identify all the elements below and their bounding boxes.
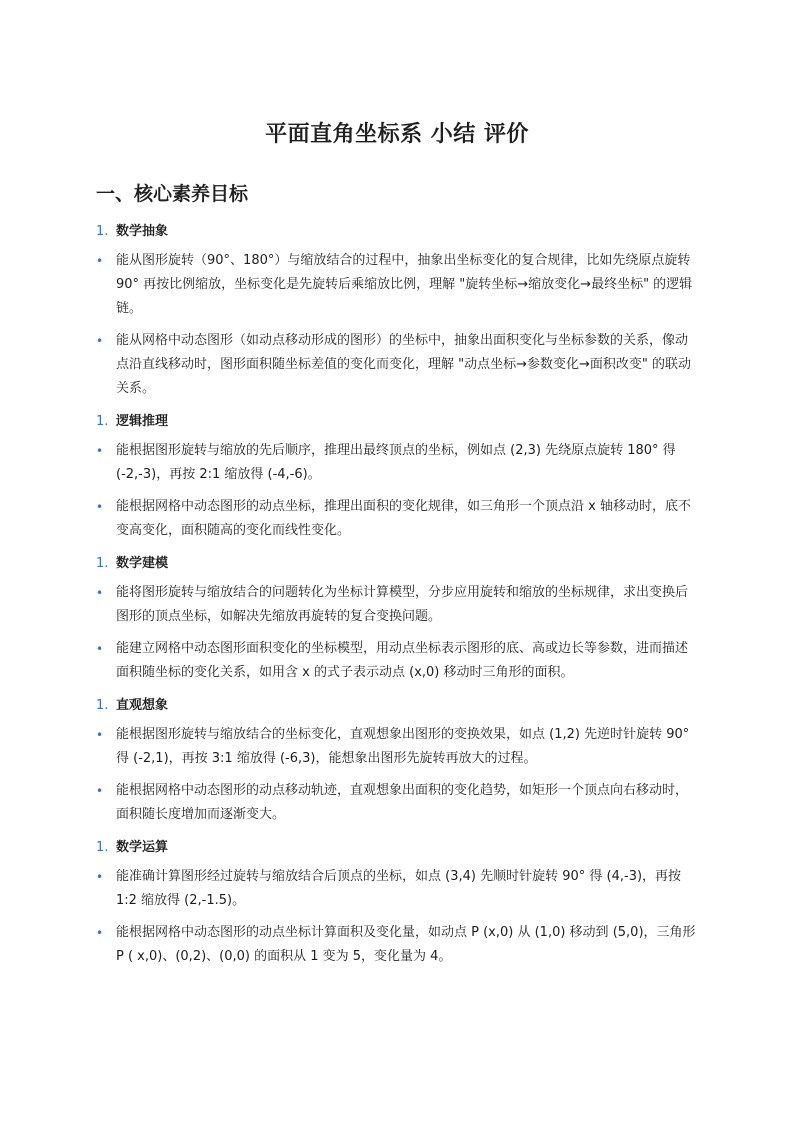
list-number: 1.	[96, 414, 109, 429]
list-item	[96, 495, 700, 543]
list-number: 1.	[96, 698, 109, 713]
list-item	[96, 865, 700, 913]
group-heading	[96, 835, 700, 861]
bullet-icon: •	[96, 642, 104, 656]
group-heading-text: 直观想象	[116, 698, 169, 713]
list-number: 1.	[96, 840, 109, 855]
list-item-text: 能根据图形旋转与缩放结合的坐标变化，直观想象出图形的变换效果，如点 (1,2) 先逆时针旋转 90° 得 (-2,1)，再按 3:1 缩放得 (-6,3)，能想象出图形先旋转再放大的过程。	[116, 727, 690, 766]
list-item	[96, 637, 700, 685]
group-heading-text: 数学运算	[116, 840, 169, 855]
content-area	[96, 219, 700, 977]
group-heading-text: 逻辑推理	[116, 414, 169, 429]
goal-group-modeling	[96, 551, 700, 685]
goal-group-computation	[96, 835, 700, 969]
group-heading-text: 数学抽象	[116, 224, 169, 239]
list-item	[96, 921, 700, 969]
list-item	[96, 249, 700, 321]
list-item	[96, 779, 700, 827]
group-heading	[96, 409, 700, 435]
group-heading	[96, 551, 700, 577]
group-heading	[96, 693, 700, 719]
goal-group-abstraction	[96, 219, 700, 401]
bullet-icon: •	[96, 334, 104, 348]
list-item-text: 能准确计算图形经过旋转与缩放结合后顶点的坐标，如点 (3,4) 先顺时针旋转 90° 得 (4,-3)，再按 1:2 缩放得 (2,-1.5)。	[116, 869, 682, 908]
bullet-icon: •	[96, 254, 104, 268]
bullet-icon: •	[96, 926, 104, 940]
section-heading: 一、核心素养目标	[96, 183, 249, 205]
list-item	[96, 439, 700, 487]
bullet-icon: •	[96, 870, 104, 884]
bullet-icon: •	[96, 728, 104, 742]
list-item-text: 能根据网格中动态图形的动点移动轨迹，直观想象出面积的变化趋势，如矩形一个顶点向右移动时，面积随长度增加而逐渐变大。	[116, 783, 689, 822]
list-item	[96, 581, 700, 629]
list-item-text: 能根据网格中动态图形的动点坐标计算面积及变化量，如动点 P (x,0) 从 (1,0) 移动到 (5,0)，三角形 P ( x,0)、(0,2)、(0,0) 的面积从 1 变为 5，变化量为 4。	[116, 925, 696, 964]
list-item-text: 能从网格中动态图形（如动点移动形成的图形）的坐标中，抽象出面积变化与坐标参数的关系，像动点沿直线移动时，图形面积随坐标差值的变化而变化，理解 "动点坐标→参数变化→面积改变" 的联动关系。	[116, 333, 692, 396]
list-item-text: 能从图形旋转（90°、180°）与缩放结合的过程中，抽象出坐标变化的复合规律，比如先绕原点旋转 90° 再按比例缩放，坐标变化是先旋转后乘缩放比例，理解 "旋转坐标→缩放变化→最终坐标" 的逻辑链。	[116, 253, 693, 316]
list-number: 1.	[96, 556, 109, 571]
list-item-text: 能将图形旋转与缩放结合的问题转化为坐标计算模型，分步应用旋转和缩放的坐标规律，求出变换后图形的顶点坐标，如解决先缩放再旋转的复合变换问题。	[116, 585, 689, 624]
list-item-text: 能根据网格中动态图形的动点坐标，推理出面积的变化规律，如三角形一个顶点沿 x 轴移动时，底不变高变化，面积随高的变化而线性变化。	[116, 499, 691, 538]
list-item	[96, 329, 700, 401]
list-item-text: 能根据图形旋转与缩放的先后顺序，推理出最终顶点的坐标，例如点 (2,3) 先绕原点旋转 180° 得 (-2,-3)，再按 2:1 缩放得 (-4,-6)。	[116, 443, 676, 482]
list-number: 1.	[96, 224, 109, 239]
group-heading	[96, 219, 700, 245]
bullet-icon: •	[96, 444, 104, 458]
bullet-icon: •	[96, 784, 104, 798]
page-title: 平面直角坐标系 小结 评价	[265, 122, 529, 147]
bullet-icon: •	[96, 586, 104, 600]
goal-group-reasoning	[96, 409, 700, 543]
bullet-icon: •	[96, 500, 104, 514]
goal-group-imagination	[96, 693, 700, 827]
group-heading-text: 数学建模	[116, 556, 169, 571]
list-item-text: 能建立网格中动态图形面积变化的坐标模型，用动点坐标表示图形的底、高或边长等参数，进而描述面积随坐标的变化关系，如用含 x 的式子表示动点 (x,0) 移动时三角形的面积。	[116, 641, 689, 680]
list-item	[96, 723, 700, 771]
